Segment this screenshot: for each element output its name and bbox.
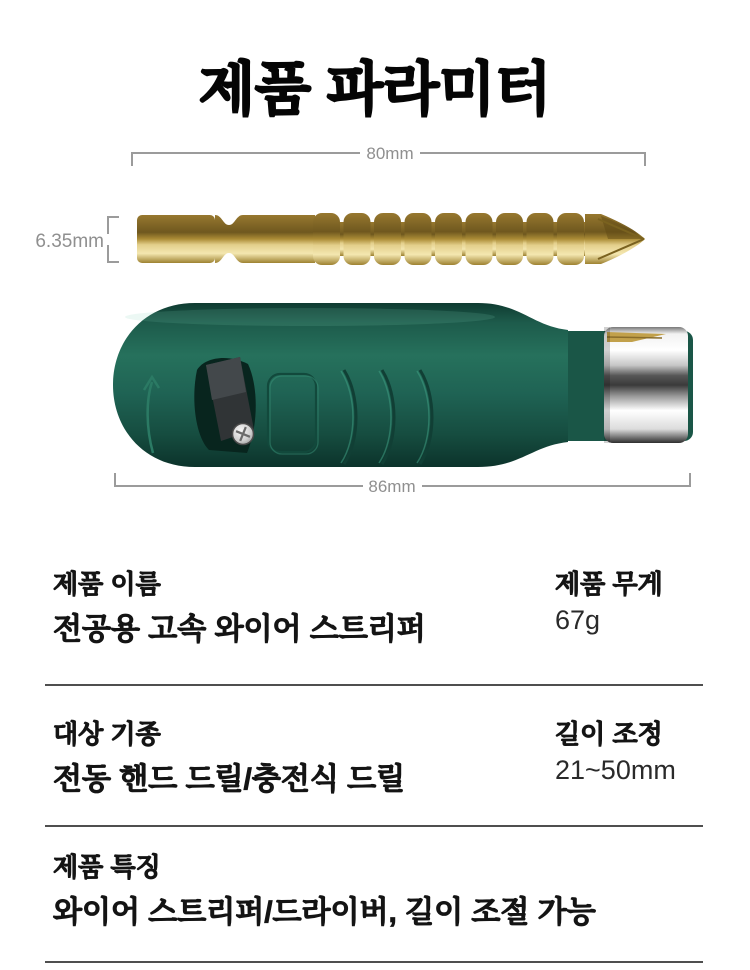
- spec-label: 제품 특징: [53, 852, 161, 882]
- spec-product-name: [53, 570, 555, 647]
- spec-target-models: [53, 720, 555, 797]
- spec-label: 대상 기종: [53, 719, 161, 749]
- divider: [45, 684, 703, 686]
- spec-label: 길이 조정: [555, 719, 663, 749]
- spec-value: 21~50mm: [555, 754, 676, 785]
- spec-row-target-length: [53, 720, 713, 797]
- tool-length-label: 86mm: [368, 477, 416, 496]
- divider: [45, 961, 703, 963]
- spec-length-adjust: [555, 720, 713, 797]
- spec-product-weight: [555, 570, 713, 647]
- spec-value: 전공용 고속 와이어 스트리퍼: [53, 612, 426, 646]
- bit-diameter-dimension: [108, 217, 119, 262]
- spec-row-name-weight: [53, 570, 713, 647]
- screw-icon: [233, 424, 254, 445]
- spec-value: 전동 핸드 드릴/충전식 드릴: [53, 762, 406, 796]
- spec-product-features: [53, 853, 713, 930]
- spec-row-features: [53, 853, 713, 930]
- spec-value: 67g: [555, 604, 601, 635]
- page-title: 제품 파라미터: [198, 57, 552, 122]
- spec-label: 제품 무게: [555, 569, 663, 599]
- wire-stripper-illustration: [113, 303, 693, 467]
- spec-label: 제품 이름: [53, 569, 161, 599]
- bit-length-label: 80mm: [366, 144, 414, 163]
- divider: [45, 825, 703, 827]
- bit-diameter-label: 6.35mm: [35, 231, 104, 252]
- product-diagram: [0, 130, 750, 505]
- spec-value: 와이어 스트리퍼/드라이버, 길이 조절 가능: [53, 895, 596, 929]
- drill-bit-illustration: [137, 213, 645, 265]
